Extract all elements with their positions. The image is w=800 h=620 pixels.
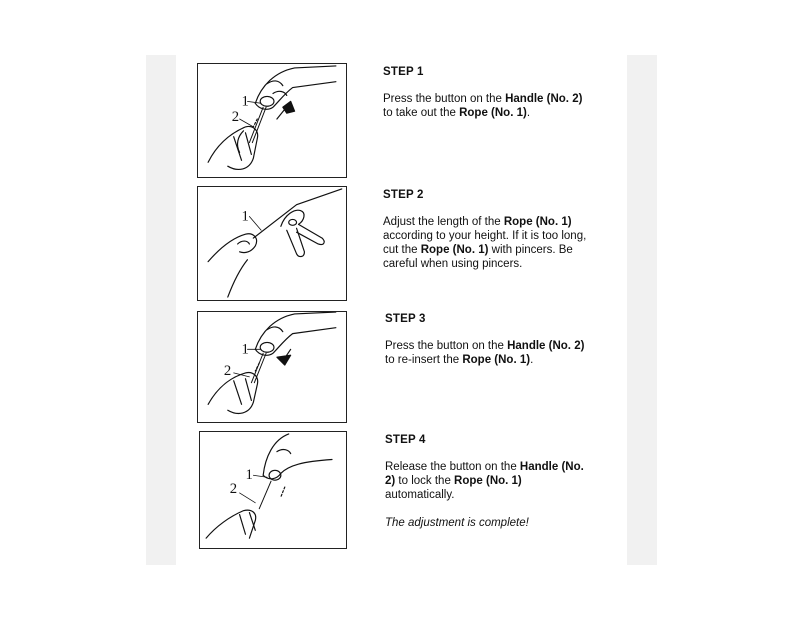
step-title: STEP 2 [383,189,424,201]
part-reference: Rope (No. 1) [459,107,527,119]
step-1-illustration [197,63,347,178]
part-reference: Rope (No. 1) [462,354,531,366]
step-3-text [385,312,590,367]
rope-label: 1 [241,208,249,225]
instruction-text: Release the button on the [385,461,520,473]
part-reference: Rope (No. 1) [503,216,572,228]
instruction-text: Adjust the length of the [383,216,504,228]
part-reference: Handle (No. 2) [505,93,583,105]
instruction-text: . [530,354,534,366]
step-title: STEP 3 [385,313,426,325]
instruction-text: with pincers. Be careful when using pincers. [383,244,573,270]
handle-label: 2 [223,362,232,379]
rope-label: 1 [245,467,253,484]
step-2-illustration [197,186,347,301]
instruction-text: Press the button on the [383,93,506,105]
instruction-text: to take out the [383,107,460,119]
step-title: STEP 1 [383,66,424,78]
part-reference: Rope (No. 1) [420,244,489,256]
completion-note: The adjustment is complete! [385,517,529,529]
handle-label: 2 [231,108,240,125]
step-body [385,339,590,367]
instruction-text: Press the button on the [385,340,508,352]
instruction-text: . [526,107,531,119]
step-4-illustration [199,431,347,549]
step-title: STEP 4 [385,434,426,446]
rope-label: 1 [241,93,249,110]
instruction-text: to re-insert the [385,354,463,366]
right-margin-strip [627,55,657,565]
part-reference: Rope (No. 1) [454,475,522,487]
part-reference: Handle (No. 2) [385,461,584,487]
step-body [385,460,590,502]
rope-label: 1 [241,341,249,358]
step-2-text [383,188,588,271]
step-3-illustration [197,311,347,423]
step-1-text [383,65,588,120]
step-body [383,215,588,271]
instruction-text: automatically. [385,489,455,501]
handle-label: 2 [229,480,238,497]
part-reference: Handle (No. 2) [507,340,585,352]
instruction-text: according to your height. If it is too long, cut the [383,230,587,256]
left-margin-strip [146,55,176,565]
step-body [383,92,588,120]
instruction-text: to lock the [395,475,455,487]
step-4-text [385,433,590,530]
